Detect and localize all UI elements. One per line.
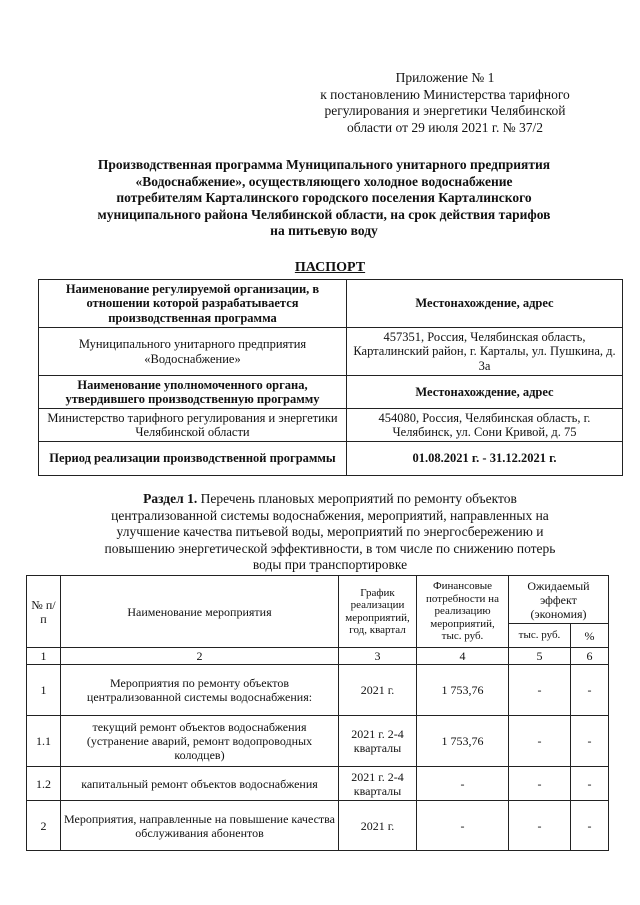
cell-schedule: 2021 г. bbox=[339, 665, 417, 716]
cell-effect-rub: - bbox=[509, 801, 571, 851]
table-row bbox=[27, 716, 609, 767]
appendix-line: к постановлению Министерства тарифного bbox=[320, 86, 570, 102]
cell-schedule: 2021 г. 2-4 кварталы bbox=[339, 767, 417, 801]
title-line: муниципального района Челябинской области, на срок действия тарифов bbox=[97, 206, 551, 222]
title-line: Производственная программа Муниципального унитарного предприятия bbox=[97, 157, 551, 172]
cell-num: 2 bbox=[27, 801, 61, 851]
cell-num: 1.2 bbox=[27, 767, 61, 801]
column-number: 6 bbox=[571, 648, 609, 665]
cell-finance: - bbox=[417, 767, 509, 801]
passport-cell: Наименование уполномоченного органа, утвердившего производственную программу bbox=[39, 376, 347, 409]
passport-cell: Местонахождение, адрес bbox=[347, 376, 623, 409]
cell-effect-rub: - bbox=[509, 665, 571, 716]
passport-cell: 457351, Россия, Челябинская область, Карталинский район, г. Карталы, ул. Пушкина, д. 3а bbox=[347, 328, 623, 376]
passport-cell: 01.08.2021 г. - 31.12.2021 г. bbox=[347, 442, 623, 476]
table-row bbox=[39, 376, 623, 409]
cell-effect-pct: - bbox=[571, 767, 609, 801]
passport-cell: Министерство тарифного регулирования и энергетики Челябинской области bbox=[39, 409, 347, 442]
section-line: воды при транспортировке bbox=[252, 557, 408, 572]
table-header-row bbox=[27, 576, 609, 624]
table-row bbox=[39, 442, 623, 476]
section-line: Перечень плановых мероприятий по ремонту объектов bbox=[200, 491, 517, 506]
cell-num: 1.1 bbox=[27, 716, 61, 767]
passport-cell: Период реализации производственной программы bbox=[39, 442, 347, 476]
appendix-line: области от 29 июля 2021 г. № 37/2 bbox=[347, 119, 543, 135]
cell-effect-pct: - bbox=[571, 716, 609, 767]
cell-name: Мероприятия по ремонту объектов централизованной системы водоснабжения: bbox=[61, 665, 339, 716]
cell-num: 1 bbox=[27, 665, 61, 716]
table-row bbox=[27, 648, 609, 665]
passport-cell: Муниципального унитарного предприятия «Водоснабжение» bbox=[39, 328, 347, 376]
header-cell-effect-pct: % bbox=[571, 624, 609, 648]
cell-finance: 1 753,76 bbox=[417, 716, 509, 767]
cell-schedule: 2021 г. 2-4 кварталы bbox=[339, 716, 417, 767]
appendix-line: Приложение № 1 bbox=[395, 70, 495, 85]
cell-effect-pct: - bbox=[571, 801, 609, 851]
header-cell-num: № п/п bbox=[27, 576, 61, 648]
table-row bbox=[27, 767, 609, 801]
column-number: 2 bbox=[61, 648, 339, 665]
section-line: улучшение качества питьевой воды, мероприятий по энергосбережению и bbox=[116, 524, 544, 539]
document-title bbox=[50, 157, 598, 240]
header-cell-effect: Ожидаемый эффект (экономия) bbox=[509, 576, 609, 624]
table-row bbox=[39, 409, 623, 442]
column-number: 5 bbox=[509, 648, 571, 665]
cell-effect-rub: - bbox=[509, 716, 571, 767]
passport-table bbox=[38, 279, 623, 476]
passport-cell: Местонахождение, адрес bbox=[347, 280, 623, 328]
cell-name: Мероприятия, направленные на повышение качества обслуживания абонентов bbox=[61, 801, 339, 851]
cell-finance: 1 753,76 bbox=[417, 665, 509, 716]
table-row bbox=[39, 280, 623, 328]
passport-cell: Наименование регулируемой организации, в отношении которой разрабатывается производственная программа bbox=[39, 280, 347, 328]
passport-heading: ПАСПОРТ bbox=[294, 260, 366, 275]
header-cell-finance: Финансовые потребности на реализацию мероприятий, тыс. руб. bbox=[417, 576, 509, 648]
title-line: на питьевую воду bbox=[270, 223, 378, 238]
section-line: централизованной системы водоснабжения, мероприятий, направленных на bbox=[111, 507, 549, 523]
table-row bbox=[39, 328, 623, 376]
header-cell-name: Наименование мероприятия bbox=[61, 576, 339, 648]
header-cell-schedule: График реализации мероприятий, год, квартал bbox=[339, 576, 417, 648]
events-table bbox=[26, 575, 609, 851]
appendix-note bbox=[300, 70, 590, 136]
cell-effect-rub: - bbox=[509, 767, 571, 801]
title-line: «Водоснабжение», осуществляющего холодное водоснабжение bbox=[135, 173, 513, 189]
passport-cell: 454080, Россия, Челябинская область, г. Челябинск, ул. Сони Кривой, д. 75 bbox=[347, 409, 623, 442]
cell-finance: - bbox=[417, 801, 509, 851]
cell-schedule: 2021 г. bbox=[339, 801, 417, 851]
section-line: повышению энергетической эффективности, в том числе по снижению потерь bbox=[104, 540, 556, 556]
column-number: 4 bbox=[417, 648, 509, 665]
column-number: 3 bbox=[339, 648, 417, 665]
cell-name: капитальный ремонт объектов водоснабжения bbox=[61, 767, 339, 801]
title-line: потребителям Карталинского городского поселения Карталинского bbox=[116, 190, 532, 205]
cell-name: текущий ремонт объектов водоснабжения (устранение аварий, ремонт водопроводных колодцев) bbox=[61, 716, 339, 767]
header-cell-effect-rub: тыс. руб. bbox=[509, 624, 571, 648]
column-number: 1 bbox=[27, 648, 61, 665]
table-row bbox=[27, 665, 609, 716]
table-row bbox=[27, 801, 609, 851]
appendix-line: регулирования и энергетики Челябинской bbox=[324, 103, 566, 118]
section-title bbox=[60, 491, 600, 574]
cell-effect-pct: - bbox=[571, 665, 609, 716]
section-label: Раздел 1. bbox=[143, 491, 198, 506]
